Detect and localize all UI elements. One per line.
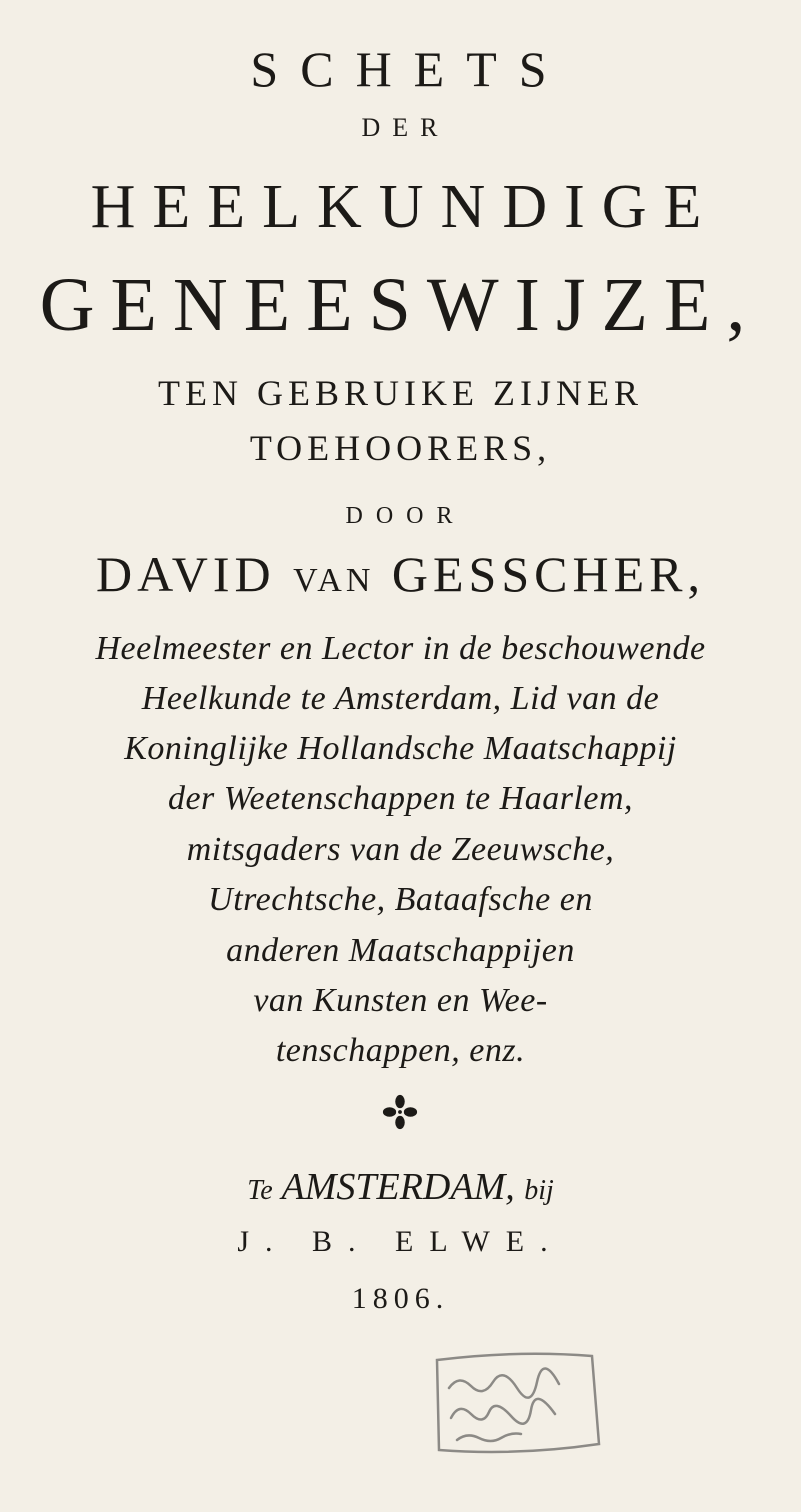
- subtitle-line-2: TOEHOORERS,: [249, 428, 552, 468]
- subtitle-line-1: TEN GEBRUIKE ZIJNER: [158, 373, 643, 413]
- fleuron-icon: [381, 1093, 419, 1131]
- title-der: DER: [361, 113, 450, 142]
- by-word: DOOR: [345, 503, 466, 529]
- title-heelkundige: HEELKUNDIGE: [90, 173, 719, 241]
- publisher: J. B. ELWE.: [237, 1225, 564, 1258]
- imprint-place: [0, 1165, 801, 1209]
- author-last-name: GESSCHER,: [391, 546, 706, 602]
- title-geneeswijze: GENEESWIJZE,: [39, 263, 762, 347]
- imprint-city: AMSTERDAM,: [281, 1166, 515, 1208]
- description-line: anderen Maatschappijen: [226, 932, 575, 969]
- imprint-prefix: Te: [247, 1175, 273, 1206]
- imprint-suffix: bij: [524, 1175, 554, 1206]
- description-line: tenschappen, enz.: [275, 1032, 526, 1069]
- author-particle: VAN: [293, 562, 375, 599]
- author-first-name: DAVID: [95, 546, 276, 602]
- author-name: [0, 545, 801, 603]
- description-line: der Weetenschappen te Haarlem,: [167, 780, 634, 817]
- description-line: Koninglijke Hollandsche Maatschappij: [124, 730, 677, 767]
- description-line: mitsgaders van de Zeeuwsche,: [186, 831, 615, 868]
- description-line: van Kunsten en Wee-: [253, 982, 548, 1019]
- description-line: Utrechtsche, Bataafsche en: [208, 881, 593, 918]
- description-line: Heelkunde te Amsterdam, Lid van de: [141, 680, 660, 717]
- publication-year: 1806.: [351, 1282, 450, 1315]
- title-schets: SCHETS: [250, 41, 569, 97]
- description-line: Heelmeester en Lector in de beschouwende: [95, 630, 706, 667]
- library-stamp-icon: [427, 1348, 607, 1458]
